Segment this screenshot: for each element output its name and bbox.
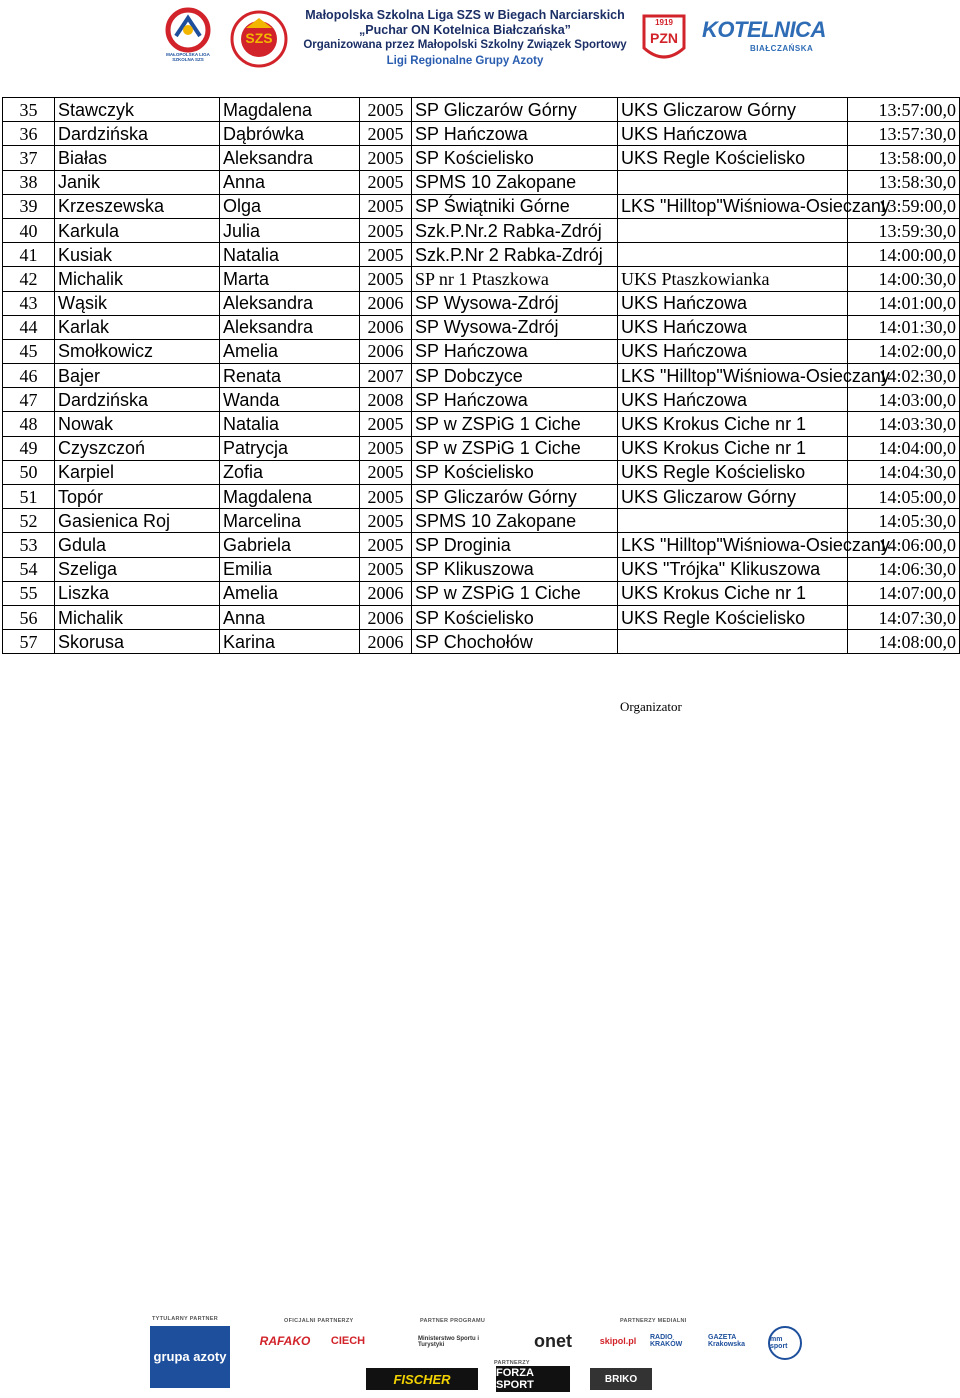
year-cell: 2005 [360,509,412,533]
fischer-logo [366,1368,478,1390]
surname-cell: Skorusa [55,630,220,654]
club-cell: LKS "Hilltop"Wiśniowa-Osieczany [618,364,848,388]
briko-logo [590,1368,652,1390]
name-cell: Amelia [220,581,360,605]
table-row [3,533,960,557]
place-cell: 53 [3,533,55,557]
school-cell: SP w ZSPiG 1 Ciche [412,412,618,436]
time-cell: 14:03:30,0 [848,412,960,436]
name-cell: Natalia [220,243,360,267]
school-cell: SP Świątniki Górne [412,194,618,218]
surname-cell: Bajer [55,364,220,388]
time-cell: 14:02:00,0 [848,339,960,363]
club-cell: UKS Krokus Ciche nr 1 [618,581,848,605]
club-cell: UKS Krokus Ciche nr 1 [618,436,848,460]
club-cell: UKS Krokus Ciche nr 1 [618,412,848,436]
time-cell: 13:58:00,0 [848,146,960,170]
name-cell: Marta [220,267,360,291]
year-cell: 2005 [360,170,412,194]
year-cell: 2005 [360,460,412,484]
place-cell: 44 [3,315,55,339]
ministry-text: Ministerstwo Sportu i Turystyki [418,1336,480,1348]
year-cell: 2005 [360,122,412,146]
cup-title: „Puchar ON Kotelnica Białczańska” [359,23,571,37]
place-cell: 42 [3,267,55,291]
table-row [3,364,960,388]
table-row [3,267,960,291]
surname-cell: Gasienica Roj [55,509,220,533]
surname-cell: Stawczyk [55,98,220,122]
table-row [3,388,960,412]
surname-cell: Smołkowicz [55,339,220,363]
surname-cell: Nowak [55,412,220,436]
place-cell: 56 [3,605,55,629]
place-cell: 40 [3,218,55,242]
surname-cell: Krzeszewska [55,194,220,218]
year-cell: 2005 [360,194,412,218]
club-cell: LKS "Hilltop"Wiśniowa-Osieczany [618,194,848,218]
szs-logo-text: SZS [245,30,273,46]
school-cell: SP Wysowa-Zdrój [412,315,618,339]
name-cell: Patrycja [220,436,360,460]
place-cell: 35 [3,98,55,122]
school-cell: SP Klikuszowa [412,557,618,581]
school-cell: SP Kościelisko [412,460,618,484]
time-cell: 14:05:30,0 [848,509,960,533]
school-cell: SP Hańczowa [412,122,618,146]
time-cell: 14:06:00,0 [848,533,960,557]
name-cell: Magdalena [220,485,360,509]
table-row [3,315,960,339]
label-program-partner: PARTNER PROGRAMU [420,1318,486,1324]
table-row [3,98,960,122]
surname-cell: Dardzińska [55,122,220,146]
grupa-azoty-logo [150,1326,230,1388]
table-row [3,509,960,533]
school-cell: SP Kościelisko [412,605,618,629]
school-cell: SP Chochołów [412,630,618,654]
surname-cell: Janik [55,170,220,194]
surname-cell: Gdula [55,533,220,557]
place-cell: 38 [3,170,55,194]
kotelnica-text: KOTELNICA [702,17,826,42]
school-cell: SP Droginia [412,533,618,557]
gazeta-krakowska-text: GAZETA Krakowska [708,1334,745,1348]
surname-cell: Szeliga [55,557,220,581]
school-cell: SPMS 10 Zakopane [412,170,618,194]
place-cell: 45 [3,339,55,363]
name-cell: Natalia [220,412,360,436]
year-cell: 2008 [360,388,412,412]
time-cell: 13:58:30,0 [848,170,960,194]
time-cell: 14:03:00,0 [848,388,960,412]
year-cell: 2005 [360,267,412,291]
table-row [3,291,960,315]
name-cell: Aleksandra [220,291,360,315]
school-cell: SP Wysowa-Zdrój [412,291,618,315]
briko-text: BRIKO [604,1373,638,1385]
rafako-logo [256,1330,314,1352]
label-partners: PARTNERZY [494,1360,530,1366]
gazeta-krakowska-logo [708,1330,764,1352]
club-cell: UKS Hańczowa [618,291,848,315]
skipol-logo [592,1330,644,1352]
club-cell: UKS Hańczowa [618,315,848,339]
year-cell: 2006 [360,315,412,339]
name-cell: Anna [220,605,360,629]
surname-cell: Liszka [55,581,220,605]
forza-text: FORZA SPORT [496,1367,534,1391]
school-cell: SP Hańczowa [412,339,618,363]
label-official-partners: OFICJALNI PARTNERZY [284,1318,354,1324]
name-cell: Zofia [220,460,360,484]
time-cell: 13:59:00,0 [848,194,960,218]
time-cell: 14:01:00,0 [848,291,960,315]
time-cell: 14:07:30,0 [848,605,960,629]
school-cell: SP Kościelisko [412,146,618,170]
page-header [0,0,960,80]
name-cell: Olga [220,194,360,218]
name-cell: Amelia [220,339,360,363]
kotelnica-logo [702,16,826,58]
ciech-text: CIECH [330,1335,366,1347]
year-cell: 2005 [360,533,412,557]
ciech-logo [324,1328,372,1354]
table-row [3,218,960,242]
year-cell: 2005 [360,146,412,170]
school-cell: SP Hańczowa [412,388,618,412]
place-cell: 55 [3,581,55,605]
place-cell: 50 [3,460,55,484]
table-row [3,412,960,436]
name-cell: Karina [220,630,360,654]
surname-cell: Karkula [55,218,220,242]
school-cell: SP Gliczarów Górny [412,98,618,122]
club-cell: UKS "Trójka" Klikuszowa [618,557,848,581]
club-cell: LKS "Hilltop"Wiśniowa-Osieczany [618,533,848,557]
name-cell: Dąbrówka [220,122,360,146]
place-cell: 43 [3,291,55,315]
club-cell: UKS Hańczowa [618,122,848,146]
name-cell: Aleksandra [220,315,360,339]
year-cell: 2006 [360,605,412,629]
school-cell: SP w ZSPiG 1 Ciche [412,436,618,460]
pzn-text: PZN [650,30,678,46]
time-cell: 14:07:00,0 [848,581,960,605]
name-cell: Gabriela [220,533,360,557]
name-cell: Renata [220,364,360,388]
club-cell: UKS Hańczowa [618,339,848,363]
club-cell [618,218,848,242]
club-cell [618,243,848,267]
year-cell: 2006 [360,630,412,654]
club-cell: UKS Regle Kościelisko [618,460,848,484]
club-cell: UKS Hańczowa [618,388,848,412]
year-cell: 2006 [360,291,412,315]
onet-logo [524,1328,582,1354]
place-cell: 52 [3,509,55,533]
time-cell: 14:08:00,0 [848,630,960,654]
results-body [3,98,960,654]
name-cell: Wanda [220,388,360,412]
name-cell: Emilia [220,557,360,581]
table-row [3,170,960,194]
club-cell: UKS Regle Kościelisko [618,605,848,629]
time-cell: 14:01:30,0 [848,315,960,339]
name-cell: Julia [220,218,360,242]
table-row [3,630,960,654]
table-row [3,122,960,146]
mm-sport-logo [768,1326,802,1360]
place-cell: 39 [3,194,55,218]
results-table [2,97,960,654]
table-row [3,605,960,629]
club-cell [618,170,848,194]
time-cell: 14:06:30,0 [848,557,960,581]
surname-cell: Michalik [55,267,220,291]
time-cell: 14:00:30,0 [848,267,960,291]
surname-cell: Kusiak [55,243,220,267]
place-cell: 49 [3,436,55,460]
school-cell: SP Dobczyce [412,364,618,388]
year-cell: 2005 [360,436,412,460]
club-cell: UKS Gliczarow Górny [618,485,848,509]
place-cell: 51 [3,485,55,509]
surname-cell: Topór [55,485,220,509]
table-row [3,460,960,484]
time-cell: 13:57:30,0 [848,122,960,146]
surname-cell: Karpiel [55,460,220,484]
grupa-azoty-text: grupa azoty [153,1349,227,1364]
school-cell: Szk.P.Nr.2 Rabka-Zdrój [412,218,618,242]
label-title-partner: TYTULARNY PARTNER [152,1316,219,1322]
szs-logo [228,10,290,68]
school-cell: SPMS 10 Zakopane [412,509,618,533]
school-cell: SP Gliczarów Górny [412,485,618,509]
club-cell [618,630,848,654]
time-cell: 13:57:00,0 [848,98,960,122]
year-cell: 2006 [360,581,412,605]
pzn-year: 1919 [655,18,673,27]
regional-leagues: Ligi Regionalne Grupy Azoty [386,55,544,67]
table-row [3,194,960,218]
time-cell: 14:00:00,0 [848,243,960,267]
year-cell: 2006 [360,339,412,363]
school-cell: SP nr 1 Ptaszkowa [412,267,618,291]
pzn-logo [642,14,686,66]
name-cell: Anna [220,170,360,194]
radio-krakow-logo [650,1330,702,1352]
organizer-line: Organizowana przez Małopolski Szkolny Związek Sportowy [303,39,627,51]
table-row [3,243,960,267]
sponsors-footer [0,1310,960,1398]
year-cell: 2005 [360,218,412,242]
onet-text: onet [534,1330,572,1351]
club-cell: UKS Regle Kościelisko [618,146,848,170]
school-cell: SP w ZSPiG 1 Ciche [412,581,618,605]
year-cell: 2005 [360,412,412,436]
surname-cell: Czyszczoń [55,436,220,460]
fischer-text: FISCHER [393,1371,451,1387]
name-cell: Marcelina [220,509,360,533]
place-cell: 36 [3,122,55,146]
organizer-label: Organizator [620,699,682,714]
forza-logo [496,1366,570,1392]
table-row [3,485,960,509]
mlss-logo-text: MAŁOPOLSKA LIGA SZKOLNA SZS [166,52,210,62]
time-cell: 14:04:30,0 [848,460,960,484]
table-row [3,339,960,363]
skipol-text: skipol.pl [599,1336,637,1346]
kotelnica-subtext: BIAŁCZAŃSKA [750,44,814,53]
mlss-logo [162,6,214,68]
league-title-block [300,8,630,69]
table-row [3,581,960,605]
table-row [3,436,960,460]
year-cell: 2005 [360,98,412,122]
league-title: Małopolska Szkolna Liga SZS w Biegach Narciarskich [305,8,625,22]
time-cell: 13:59:30,0 [848,218,960,242]
name-cell: Aleksandra [220,146,360,170]
table-row [3,146,960,170]
place-cell: 46 [3,364,55,388]
label-media-partners: PARTNERZY MEDIALNI [620,1318,687,1324]
club-cell: UKS Ptaszkowianka [618,267,848,291]
place-cell: 41 [3,243,55,267]
year-cell: 2005 [360,243,412,267]
club-cell [618,509,848,533]
place-cell: 37 [3,146,55,170]
place-cell: 48 [3,412,55,436]
surname-cell: Dardzińska [55,388,220,412]
time-cell: 14:04:00,0 [848,436,960,460]
year-cell: 2005 [360,557,412,581]
time-cell: 14:02:30,0 [848,364,960,388]
surname-cell: Białas [55,146,220,170]
place-cell: 54 [3,557,55,581]
surname-cell: Michalik [55,605,220,629]
surname-cell: Wąsik [55,291,220,315]
place-cell: 57 [3,630,55,654]
radio-krakow-text: RADIO KRAKÓW [650,1334,683,1348]
table-row [3,557,960,581]
time-cell: 14:05:00,0 [848,485,960,509]
school-cell: Szk.P.Nr 2 Rabka-Zdrój [412,243,618,267]
rafako-text: RAFAKO [259,1334,311,1348]
surname-cell: Karlak [55,315,220,339]
place-cell: 47 [3,388,55,412]
year-cell: 2007 [360,364,412,388]
year-cell: 2005 [360,485,412,509]
mm-sport-text: mm sport [770,1336,788,1350]
club-cell: UKS Gliczarow Górny [618,98,848,122]
ministry-logo [418,1328,498,1356]
name-cell: Magdalena [220,98,360,122]
